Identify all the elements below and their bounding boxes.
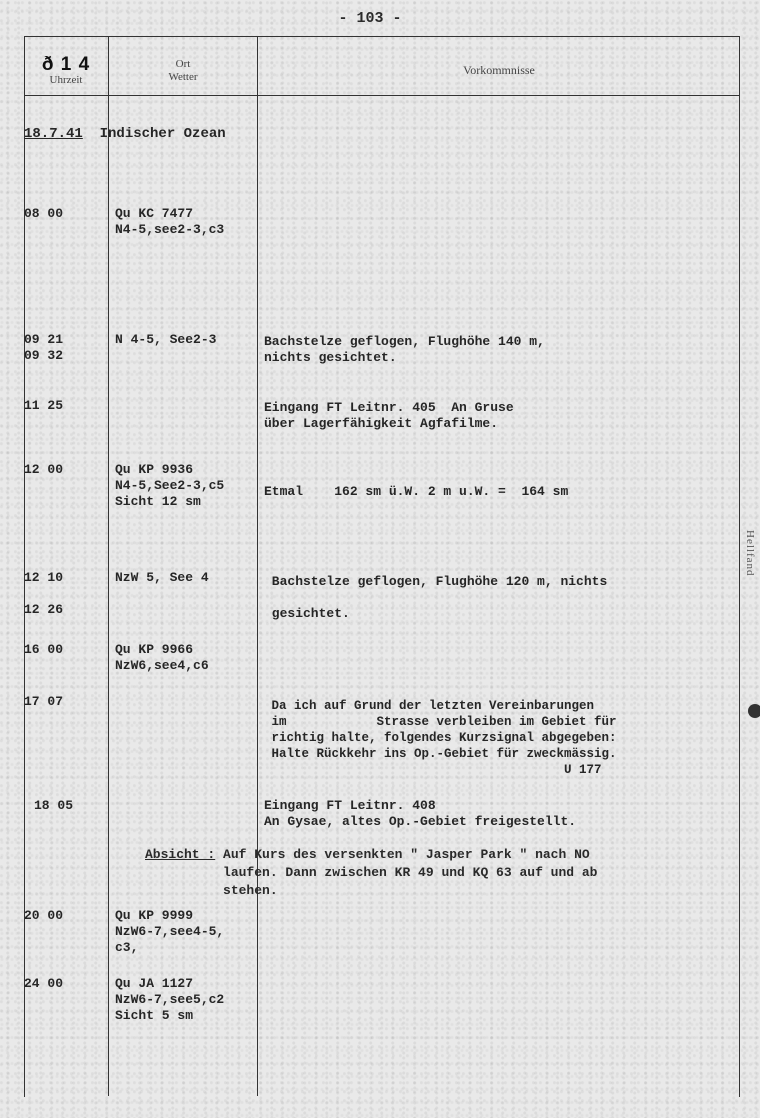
entry-event: Bachstelze geflogen, Flughöhe 120 m, nichts gesichtet. <box>271 574 608 621</box>
entry-place: Qu KP 9936 N4-5,See2-3,c5 Sicht 12 sm <box>115 462 225 509</box>
header-time <box>26 56 106 87</box>
intent-text: Auf Kurs des versenkten " Jasper Park " nach NO laufen. Dann zwischen KR 49 und KQ 63 auf und ab stehen. <box>223 847 598 898</box>
entry-place: Qu KP 9966 NzW6,see4,c6 <box>115 642 209 673</box>
entry-place: Qu KP 9999 NzW6-7,see4-5, c3, <box>115 908 225 955</box>
log-location: Indischer Ozean <box>99 126 226 142</box>
stamp-mark: ð 1 4 <box>41 54 91 75</box>
entry-time: 24 00 <box>24 976 64 991</box>
punch-hole <box>748 704 760 718</box>
entry-event: Eingang FT Leitnr. 405 An Gruse über Lagerfähigkeit Agfafilme. <box>264 400 514 431</box>
entry-event: Etmal 162 sm ü.W. 2 m u.W. = 164 sm <box>264 484 569 499</box>
date-line <box>24 126 226 142</box>
entry-time: 20 00 <box>24 908 64 923</box>
entry-time: 17 07 <box>24 694 64 709</box>
intent-label: Absicht : <box>145 847 216 862</box>
header-weather-label: Wetter <box>168 71 198 83</box>
column-divider-time <box>108 36 109 1096</box>
margin-note: Hellfand <box>744 530 756 577</box>
header-divider <box>24 95 740 96</box>
entry-place: N 4-5, See2-3 <box>115 332 217 347</box>
column-divider-place <box>257 36 258 1096</box>
entry-time: 11 25 <box>24 398 64 413</box>
entry-place: Qu KC 7477 N4-5,see2-3,c3 <box>115 206 225 237</box>
entry-time: 09 21 09 32 <box>24 332 64 363</box>
entry-event: Bachstelze geflogen, Flughöhe 140 m, nichts gesichtet. <box>264 334 545 365</box>
log-date: 18.7.41 <box>24 126 83 142</box>
entry-event: Eingang FT Leitnr. 408 An Gysae, altes Op.-Gebiet freigestellt. <box>264 798 577 829</box>
page-number: - 103 - <box>338 10 402 27</box>
entry-time: 08 00 <box>24 206 64 221</box>
entry-time: 12 00 <box>24 462 64 477</box>
entry-place: NzW 5, See 4 <box>115 570 209 585</box>
header-place-label: Ort <box>175 58 191 70</box>
entry-place: Qu JA 1127 NzW6-7,see5,c2 Sicht 5 sm <box>115 976 225 1023</box>
intent-remark <box>145 846 597 900</box>
entry-time: 16 00 <box>24 642 64 657</box>
header-place <box>110 58 256 84</box>
entry-time: 12 10 12 26 <box>24 570 64 617</box>
entry-event: Da ich auf Grund der letzten Vereinbarungen im Strasse verbleiben im Gebiet für richtig halte, folgendes Kurzsignal abgegeben: Halte Rückkehr ins Op.-Gebiet für zweckmässig. U 177 <box>271 699 617 777</box>
header-time-label: Uhrzeit <box>49 74 83 86</box>
header-events: Vorkommnisse <box>463 63 535 77</box>
entry-time: 18 05 <box>34 798 74 813</box>
